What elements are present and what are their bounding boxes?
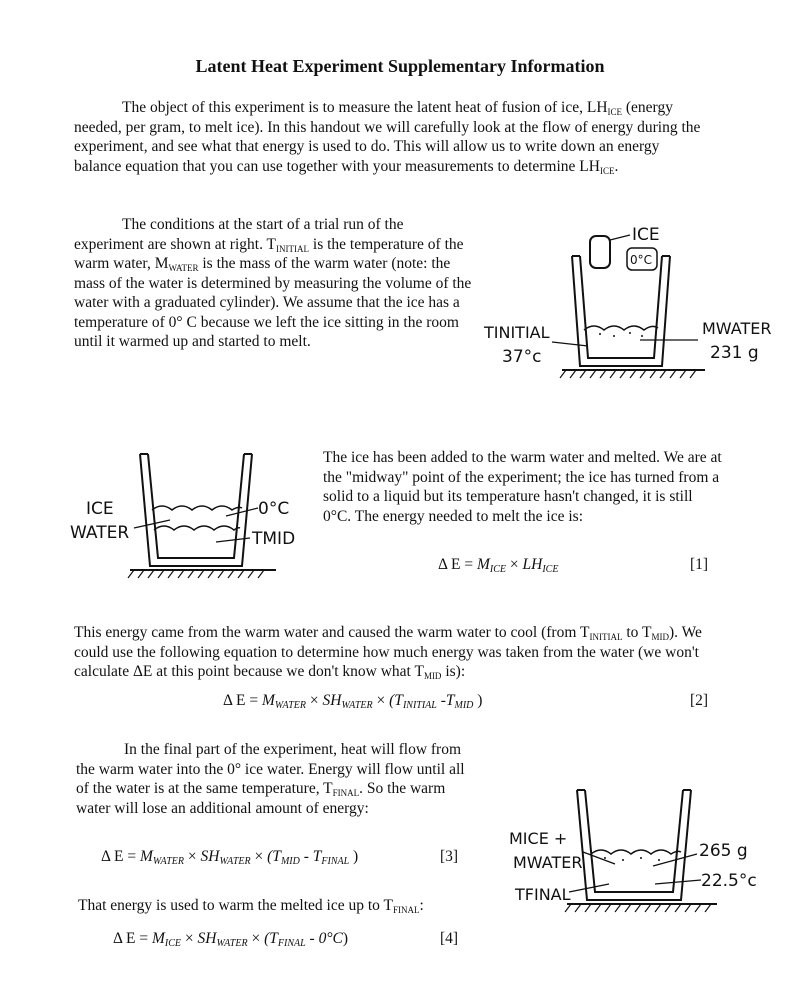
equation-2: Δ $E = M_{WATER} \times SH_{WATER} \times (T_{INITIAL}$ $-T_{MID}$ ) [223, 692, 483, 711]
page-title: Latent Heat Experiment Supplementary Information [195, 56, 605, 76]
equation-3: Δ $E = M_{WATER} \times SH_{WATER} \times (T_{MID} - T_{FINAL}$ ) [101, 848, 359, 867]
diagram1-t-initial-label: TINITIAL [484, 323, 550, 342]
diagram1-m-water-label: MWATER [702, 319, 772, 338]
diagram1-ice-label: ICE [632, 225, 660, 245]
diagram3-m-ice-label: MICE + [509, 829, 568, 848]
final-diagram [505, 786, 790, 918]
midway-diagram [66, 450, 316, 582]
diagram3-mass-value: 265 g [699, 841, 748, 861]
equation-1: Δ $E = M_{ICE} \times LH_{ICE}$ [438, 556, 559, 575]
diagram2-t-mid-label: TMID [252, 529, 296, 549]
diagram2-water-label: WATER [70, 523, 130, 543]
equation-4-number: [4] [440, 930, 459, 947]
diagram1-zero-label: 0°C [630, 253, 653, 267]
midway-paragraph: The ice has been added to the warm water and melted. We are at the "midway" point of the experiment; the ice has turned from a solid to a liquid but its temperature hasn't changed, it is still 0°C. The energy needed to melt the ice is: [323, 449, 722, 525]
equation-1-number: [1] [690, 556, 709, 573]
initial-conditions-diagram [480, 222, 790, 382]
ice-cube [590, 236, 610, 268]
equation-4: Δ $E = M_{ICE} \times SH_{WATER} \times (T_{FINAL} - 0^\circ C)$ [113, 930, 349, 949]
warm-ice-paragraph: That energy is used to warm the melted ice up to $T_{FINAL}$: [78, 897, 424, 915]
equation-3-number: [3] [440, 848, 459, 865]
diagram3-t-final-label: TFINAL [515, 885, 571, 904]
diagram3-t-value: 22.5°c [701, 871, 757, 891]
diagram2-ice-label: ICE [86, 499, 114, 519]
equation-2-number: [2] [690, 692, 709, 709]
final-part-paragraph: In the final part of the experiment, heat will flow from the warm water into the 0° ice water. Energy will flow until all of the water is at the same temperature, $T_{FINAL}$. So the warm water will lose an additional amount of energy: [76, 741, 465, 817]
conditions-paragraph: The conditions at the start of a trial run of the experiment are shown at right. $T_{INITIAL}$ is the temperature of the warm water, $M_{WATER}$ is the mass of the warm water (note: the mass of the water is determined by measuring the volume of the water with a graduated cylinder). We assume that the ice has a temperature of 0° C because we left the ice sitting in the room until it warmed up and started to melt. [74, 216, 472, 350]
diagram1-m-value: 231 g [710, 343, 759, 363]
diagram2-zero-label: 0°C [258, 499, 290, 519]
cooling-paragraph: This energy came from the warm water and caused the warm water to cool (from $T_{INITIAL}$ to $T_{MID}$). We could use the following equation to determine how much energy was taken from the water (we won't calculate ΔE at this point because we don't know what $T_{MID}$ is): [74, 624, 702, 681]
intro-paragraph: The object of this experiment is to measure the latent heat of fusion of ice, $LH_{ICE}$ (energy needed, per gram, to melt ice). In this handout we will carefully look at the flow of energy during the experiment, and see what that energy is used to do. This will allow us to write down an energy balance equation that you can use together with your measurements to determine $LH_{ICE}$. [74, 99, 701, 176]
diagram3-m-water-label: MWATER [513, 853, 583, 872]
diagram1-t-value: 37°c [502, 347, 542, 367]
